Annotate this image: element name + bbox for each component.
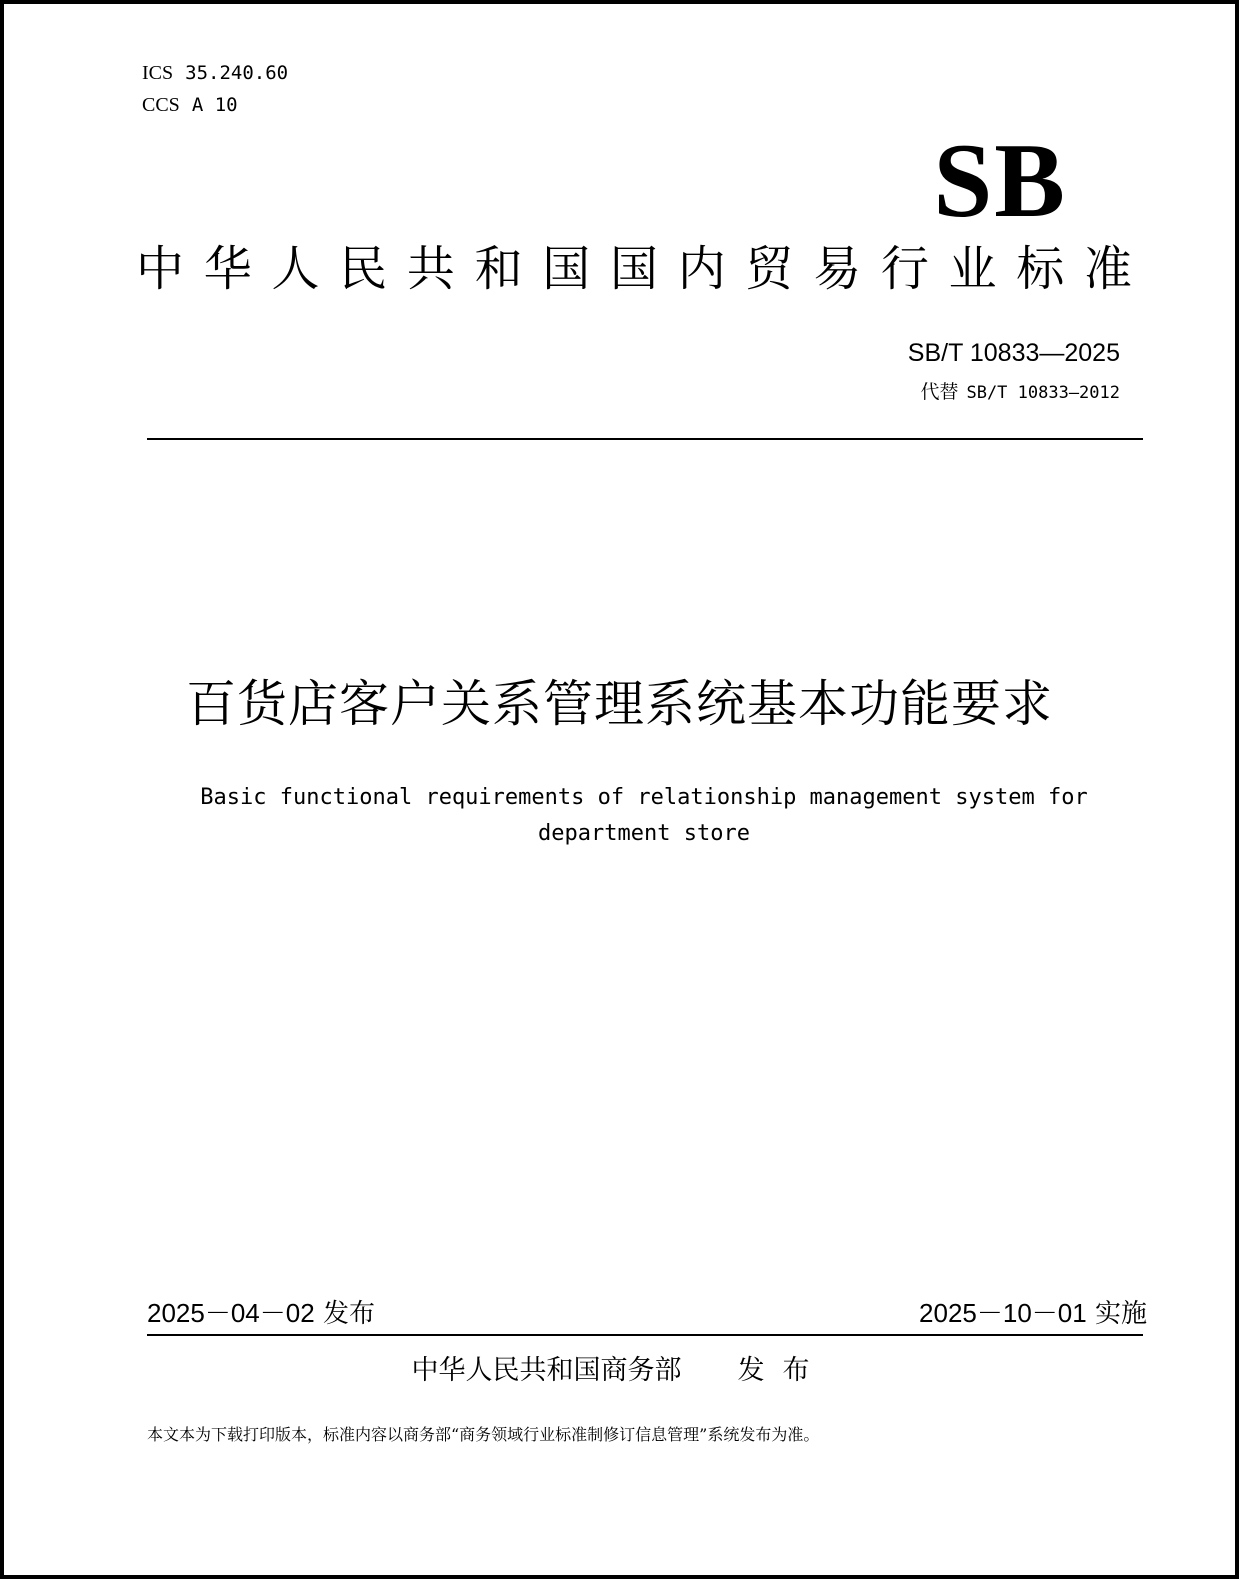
effective-date: 2025－10－01 (919, 1298, 1087, 1328)
issuer-action: 发布 (737, 1355, 828, 1386)
english-title: Basic functional requirements of relationship management system for department store (200, 785, 1088, 846)
issuer-line (4, 1354, 1235, 1388)
issuer-name: 中华人民共和国商务部 (411, 1355, 682, 1386)
publish-label: 发布 (322, 1299, 375, 1329)
replaces-code: SB/T 10833—2012 (966, 383, 1120, 403)
top-divider (147, 438, 1143, 440)
ccs-label: CCS (142, 94, 180, 116)
publish-date-line (147, 1297, 375, 1330)
ccs-code: A 10 (191, 94, 238, 116)
industry-standard-title: 中华人民共和国国内贸易行业标准 (136, 241, 1136, 297)
replaces-label: 代替 (920, 381, 959, 403)
effective-label: 实施 (1094, 1299, 1147, 1329)
sb-logo: SB (933, 122, 1067, 239)
bottom-divider (147, 1334, 1143, 1336)
replaces-line (920, 380, 1120, 405)
download-note: 本文本为下载打印版本，标准内容以商务部“商务领域行业标准制修订信息管理”系统发布为准。 (147, 1425, 820, 1444)
effective-date-line (919, 1297, 1147, 1330)
ics-label: ICS (142, 62, 174, 84)
standard-number: SB/T 10833—2025 (907, 339, 1120, 367)
ics-code-line (142, 62, 288, 84)
ccs-code-line (142, 94, 238, 116)
ics-code: 35.240.60 (185, 62, 289, 84)
publish-date: 2025－04－02 (147, 1298, 315, 1328)
chinese-title: 百货店客户关系管理系统基本功能要求 (186, 675, 1053, 733)
